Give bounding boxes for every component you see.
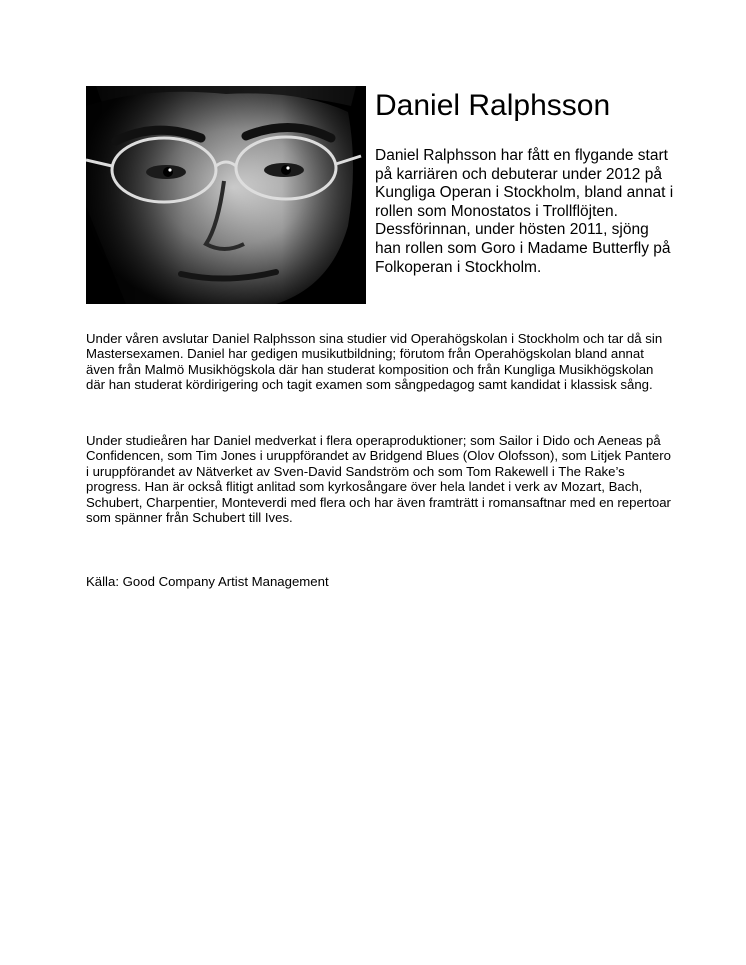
intro-paragraph: Daniel Ralphsson har fått en flygande start på karriären och debuterar under 2012 på Kungliga Operan i Stockholm, bland annat i rollen som Monostatos i Trollflöjten. Dessförinnan, under hösten 2011, sjöng han rollen som Goro i Madame Butterfly på Folkoperan i Stockholm. xyxy=(375,147,674,276)
source-credit: Källa: Good Company Artist Management xyxy=(86,574,329,589)
page-title: Daniel Ralphsson xyxy=(375,89,611,122)
body-paragraph-2: Under studieåren har Daniel medverkat i flera operaproduktioner; som Sailor i Dido och Aeneas på Confidencen, som Tim Jones i uruppförandet av Bridgend Blues (Olov Olofsson), som Litjek Pantero i uruppförandet av Nätverket av Sven-David Sandström och som Tom Rakewell i The Rake’s progress. Han är också flitigt anlitad som kyrkosångare över hela landet i verk av Mozart, Bach, Schubert, Charpentier, Monteverdi med flera och har även framträtt i romansaftnar med en repertoar som spänner från Schubert till Ives. xyxy=(86,433,671,526)
body-paragraph-1: Under våren avslutar Daniel Ralphsson sina studier vid Operahögskolan i Stockholm och tar då sin Mastersexamen. Daniel har gedigen musikutbildning; förutom från Operahögskolan bland annat även från Malmö Musikhögskola där han studerat komposition och från Kungliga Musikhögskolan där han studerat kördirigering och tagit examen som sångpedagog samt kandidat i klassisk sång. xyxy=(86,331,663,393)
portrait-illustration xyxy=(86,86,366,304)
portrait-photo xyxy=(86,86,366,304)
